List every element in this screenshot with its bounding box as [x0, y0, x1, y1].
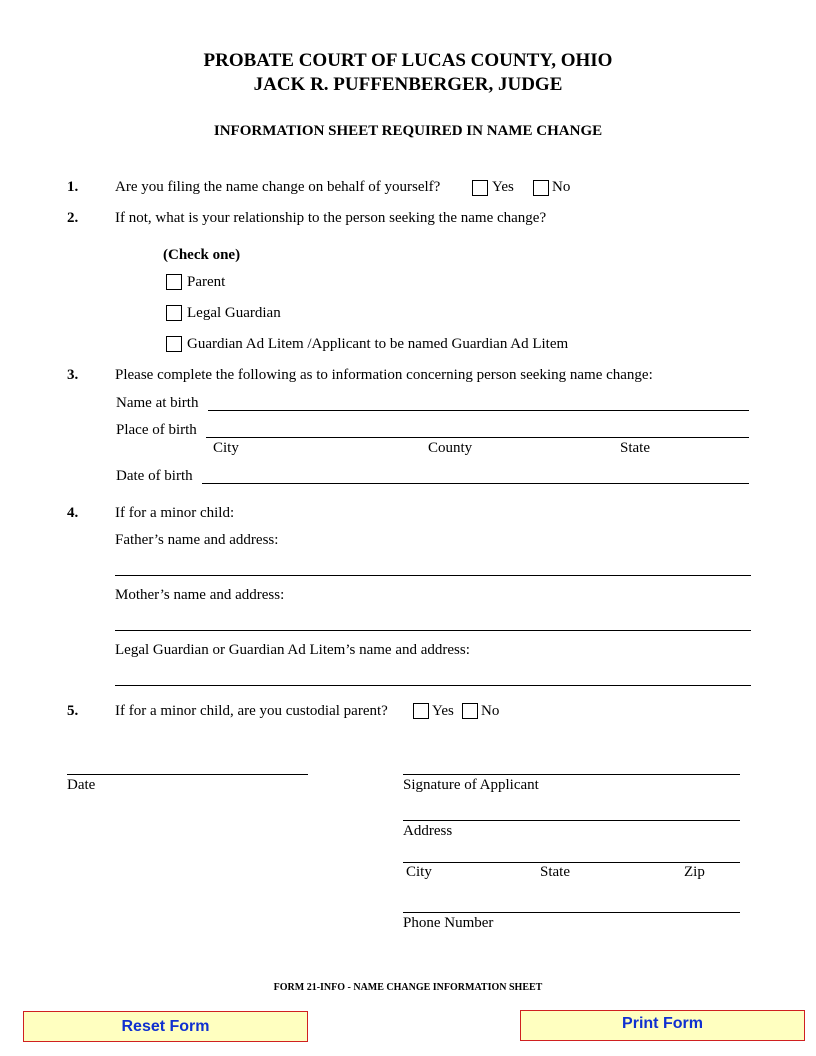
q5-number: 5.: [67, 703, 79, 719]
mother-line: [115, 630, 751, 631]
father-input[interactable]: [115, 557, 751, 574]
date-of-birth-line: [202, 483, 749, 484]
q5-no-checkbox[interactable]: [462, 703, 478, 719]
mother-label: Mother’s name and address:: [115, 587, 285, 603]
address-input[interactable]: [403, 802, 740, 819]
father-line: [115, 575, 751, 576]
q5-text: If for a minor child, are you custodial parent?: [115, 703, 388, 719]
city-state-zip-line: [403, 862, 740, 863]
reset-form-button[interactable]: Reset Form: [23, 1011, 308, 1042]
q3-number: 3.: [67, 367, 79, 383]
city-state-zip-input[interactable]: [403, 844, 740, 861]
q1-yes-label: Yes: [492, 179, 514, 195]
q4-text: If for a minor child:: [115, 505, 235, 521]
q3-text: Please complete the following as to information concerning person seeking name change:: [115, 367, 653, 383]
q1-text: Are you filing the name change on behalf of yourself?: [115, 179, 441, 195]
legal-guardian-label: Legal Guardian: [187, 305, 281, 321]
guardian-ad-litem-label: Guardian Ad Litem /Applicant to be named Guardian Ad Litem: [187, 336, 569, 352]
name-at-birth-label: Name at birth: [116, 395, 199, 411]
sig-city-label: City: [406, 864, 432, 880]
place-of-birth-label: Place of birth: [116, 422, 197, 438]
q1-number: 1.: [67, 179, 79, 195]
q5-yes-label: Yes: [432, 703, 454, 719]
pob-state-label: State: [620, 440, 650, 456]
name-at-birth-line: [208, 410, 749, 411]
place-of-birth-line: [206, 437, 749, 438]
signature-label: Signature of Applicant: [403, 777, 539, 793]
signature-line: [403, 774, 740, 775]
parent-checkbox[interactable]: [166, 274, 182, 290]
q5-yes-checkbox[interactable]: [413, 703, 429, 719]
phone-label: Phone Number: [403, 915, 494, 931]
judge-name: JACK R. PUFFENBERGER, JUDGE: [253, 74, 563, 95]
phone-input[interactable]: [403, 894, 740, 911]
pob-county-label: County: [428, 440, 473, 456]
parent-label: Parent: [187, 274, 226, 290]
guardian-input[interactable]: [115, 667, 751, 684]
guardian-ad-litem-checkbox[interactable]: [166, 336, 182, 352]
date-of-birth-input[interactable]: [202, 465, 749, 482]
court-name: PROBATE COURT OF LUCAS COUNTY, OHIO: [203, 50, 613, 71]
q1-no-checkbox[interactable]: [533, 180, 549, 196]
guardian-label: Legal Guardian or Guardian Ad Litem’s name and address:: [115, 642, 470, 658]
form-footer: FORM 21-INFO - NAME CHANGE INFORMATION SHEET: [273, 982, 543, 993]
q2-number: 2.: [67, 210, 79, 226]
q2-text: If not, what is your relationship to the person seeking the name change?: [115, 210, 547, 226]
guardian-line: [115, 685, 751, 686]
pob-city-label: City: [213, 440, 239, 456]
address-label: Address: [403, 823, 453, 839]
check-one-label: (Check one): [163, 247, 241, 263]
place-of-birth-input[interactable]: [206, 419, 749, 436]
address-line: [403, 820, 740, 821]
signature-input[interactable]: [403, 756, 740, 773]
mother-input[interactable]: [115, 612, 751, 629]
form-title: INFORMATION SHEET REQUIRED IN NAME CHANGE: [213, 123, 603, 139]
date-line: [67, 774, 308, 775]
phone-line: [403, 912, 740, 913]
print-form-button[interactable]: Print Form: [520, 1010, 805, 1041]
sig-zip-label: Zip: [684, 864, 705, 880]
q1-no-label: No: [552, 179, 571, 195]
date-label: Date: [67, 777, 96, 793]
date-of-birth-label: Date of birth: [116, 468, 193, 484]
father-label: Father’s name and address:: [115, 532, 279, 548]
q1-yes-checkbox[interactable]: [472, 180, 488, 196]
sig-state-label: State: [540, 864, 570, 880]
name-at-birth-input[interactable]: [208, 392, 749, 409]
q5-no-label: No: [481, 703, 500, 719]
q4-number: 4.: [67, 505, 79, 521]
date-input[interactable]: [67, 756, 308, 773]
legal-guardian-checkbox[interactable]: [166, 305, 182, 321]
